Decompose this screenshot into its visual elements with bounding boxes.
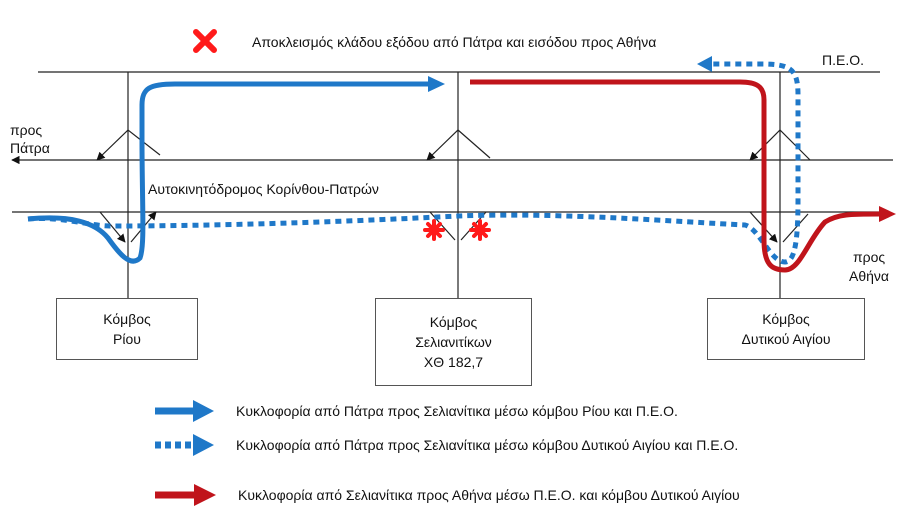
legend-text-red: Κυκλοφορία από Σελιανίτικα προς Αθήνα μέσω Π.Ε.Ο. και κόμβου Δυτικού Αιγίου (238, 487, 740, 503)
legend-swatch-blue-solid (155, 400, 214, 422)
to-athina-label-line2: Αθήνα (849, 268, 890, 284)
legend-text-blue-dotted: Κυκλοφορία από Πάτρα προς Σελιανίτικα μέσω κόμβου Δυτικού Αιγίου και Π.Ε.Ο. (236, 437, 739, 453)
route-blue-solid (28, 76, 445, 261)
node-rio-line1: Κόμβος (103, 311, 151, 327)
node-selianitika-line2: Σελιανιτίκων (415, 334, 492, 350)
node-rio-line2: Ρίου (113, 331, 141, 347)
motorway-label: Αυτοκινητόδρομος Κορίνθου-Πατρών (148, 181, 379, 197)
closure-legend-text: Αποκλεισμός κλάδου εξόδου από Πάτρα και εισόδου προς Αθήνα (252, 34, 657, 50)
legend-swatch-red (155, 484, 216, 506)
to-athina-label-line1: προς (853, 249, 886, 265)
closure-marker-exit (425, 221, 443, 239)
node-aigio-line1: Κόμβος (762, 311, 810, 327)
node-selianitika-line3: ΧΘ 182,7 (423, 354, 484, 370)
route-red (470, 82, 896, 270)
legend-text-blue-solid: Κυκλοφορία από Πάτρα προς Σελιανίτικα μέσω κόμβου Ρίου και Π.Ε.Ο. (236, 403, 678, 419)
node-box-selianitika (375, 298, 532, 386)
closure-marker-entry (471, 221, 489, 239)
node-selianitika-line1: Κόμβος (429, 314, 478, 330)
node-box-rio (56, 298, 198, 360)
peo-label: Π.Ε.Ο. (822, 52, 865, 68)
to-patra-label-line2: Πάτρα (10, 140, 50, 156)
to-patra-label-line1: προς (10, 122, 43, 138)
closure-legend-icon (196, 32, 214, 50)
node-aigio-line2: Δυτικού Αιγίου (741, 331, 831, 347)
legend-swatch-blue-dotted (155, 434, 214, 456)
node-box-aigio (707, 298, 865, 360)
